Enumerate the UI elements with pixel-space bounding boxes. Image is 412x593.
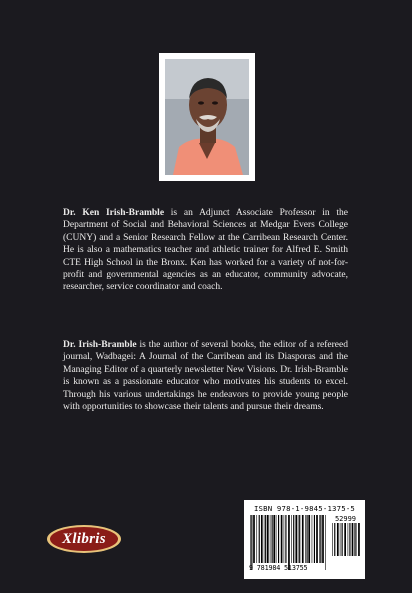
isbn-label: ISBN 978-1-9845-1375-5 bbox=[253, 504, 356, 513]
barcode-bar bbox=[270, 515, 271, 563]
barcode-bar bbox=[305, 515, 306, 563]
barcode-bar bbox=[320, 515, 321, 563]
barcode-bar bbox=[314, 515, 315, 563]
barcode-bar bbox=[288, 515, 290, 570]
barcode-bar bbox=[307, 515, 308, 563]
barcode-bar bbox=[349, 523, 350, 556]
barcode-bar bbox=[285, 515, 286, 563]
publisher-name: Xlibris bbox=[62, 531, 106, 547]
isbn-barcode bbox=[244, 500, 365, 579]
barcode-bar bbox=[272, 515, 273, 563]
barcode-bar bbox=[299, 515, 300, 563]
barcode-bar bbox=[284, 515, 285, 563]
addon-number: 52999 bbox=[334, 515, 357, 523]
author-portrait-icon bbox=[165, 59, 249, 175]
barcode-bar bbox=[298, 515, 299, 563]
barcode-bar bbox=[325, 515, 326, 570]
barcode-bar bbox=[348, 523, 349, 556]
author-photo-frame bbox=[159, 53, 255, 181]
barcode-bar bbox=[334, 523, 335, 556]
barcode-bar bbox=[291, 515, 292, 563]
author-name-short: Dr. Irish-Bramble bbox=[63, 340, 137, 350]
barcode-bar bbox=[259, 515, 260, 563]
barcode-bar bbox=[253, 515, 255, 563]
barcode-addon bbox=[331, 515, 360, 570]
barcode-bar bbox=[265, 515, 266, 563]
bio-text-1: is an Adjunct Associate Professor in the Department of Social and Behavioral Sciences at Medgar Evers College (CUNY) and a Senior Research Fellow at the Carribean Research Center. He is also a mathematics teacher and athletic trainer for Alfred E. Smith CTE High School in the Bronx. Ken has worked for a variety of not-for-profit and governmental agencies as an educator, community advocate, researcher, service coordinator and coach. bbox=[63, 208, 348, 293]
barcode-bar bbox=[312, 515, 313, 563]
barcode-bar bbox=[355, 523, 356, 556]
barcode-bar bbox=[340, 523, 341, 556]
barcode-bar bbox=[332, 523, 333, 556]
barcode-bar bbox=[337, 523, 339, 556]
author-bio-paragraph-2 bbox=[63, 339, 348, 413]
author-photo bbox=[165, 59, 249, 175]
barcode-bar bbox=[295, 515, 297, 563]
publisher-logo bbox=[46, 524, 122, 554]
barcode-bar bbox=[342, 523, 343, 556]
barcode-bar bbox=[354, 523, 355, 556]
barcode-bar bbox=[264, 515, 265, 563]
barcode-bar bbox=[358, 523, 360, 556]
barcode-bar bbox=[267, 515, 269, 563]
barcode-bar bbox=[250, 515, 251, 570]
barcode-bar bbox=[344, 523, 346, 556]
barcode-bar bbox=[302, 515, 304, 563]
addon-bars bbox=[331, 523, 360, 563]
barcode-bar bbox=[319, 515, 320, 563]
barcode-digits: 9 781984 513755 bbox=[249, 564, 308, 572]
barcode-bar bbox=[261, 515, 263, 563]
barcode-bar bbox=[308, 515, 310, 563]
barcode-bar bbox=[293, 515, 294, 563]
barcode-bar bbox=[256, 515, 257, 563]
barcode-bar bbox=[281, 515, 283, 563]
barcode-bar bbox=[273, 515, 275, 563]
barcode-bar bbox=[276, 515, 277, 563]
barcode-bar bbox=[322, 515, 324, 563]
author-name: Dr. Ken Irish-Bramble bbox=[63, 208, 165, 218]
barcode-bar bbox=[251, 515, 252, 570]
barcode-bars bbox=[249, 515, 327, 570]
barcode-bar bbox=[352, 523, 354, 556]
bio-text-2: is the author of several books, the editor of a refereed journal, Wadbagei: A Journal of the Carribean and its Diasporas and the Managing Editor of a quarterly newsletter New Visions. Dr. Irish-Bramble is known as a passionate educator who motivates his students to excel. Through his various undertakings he endeavors to provide young people with opportunities to showcase their talents and pursue their dreams. bbox=[63, 340, 348, 413]
barcode-bar bbox=[316, 515, 318, 563]
barcode-bar bbox=[278, 515, 279, 563]
author-bio-paragraph-1 bbox=[63, 207, 348, 294]
